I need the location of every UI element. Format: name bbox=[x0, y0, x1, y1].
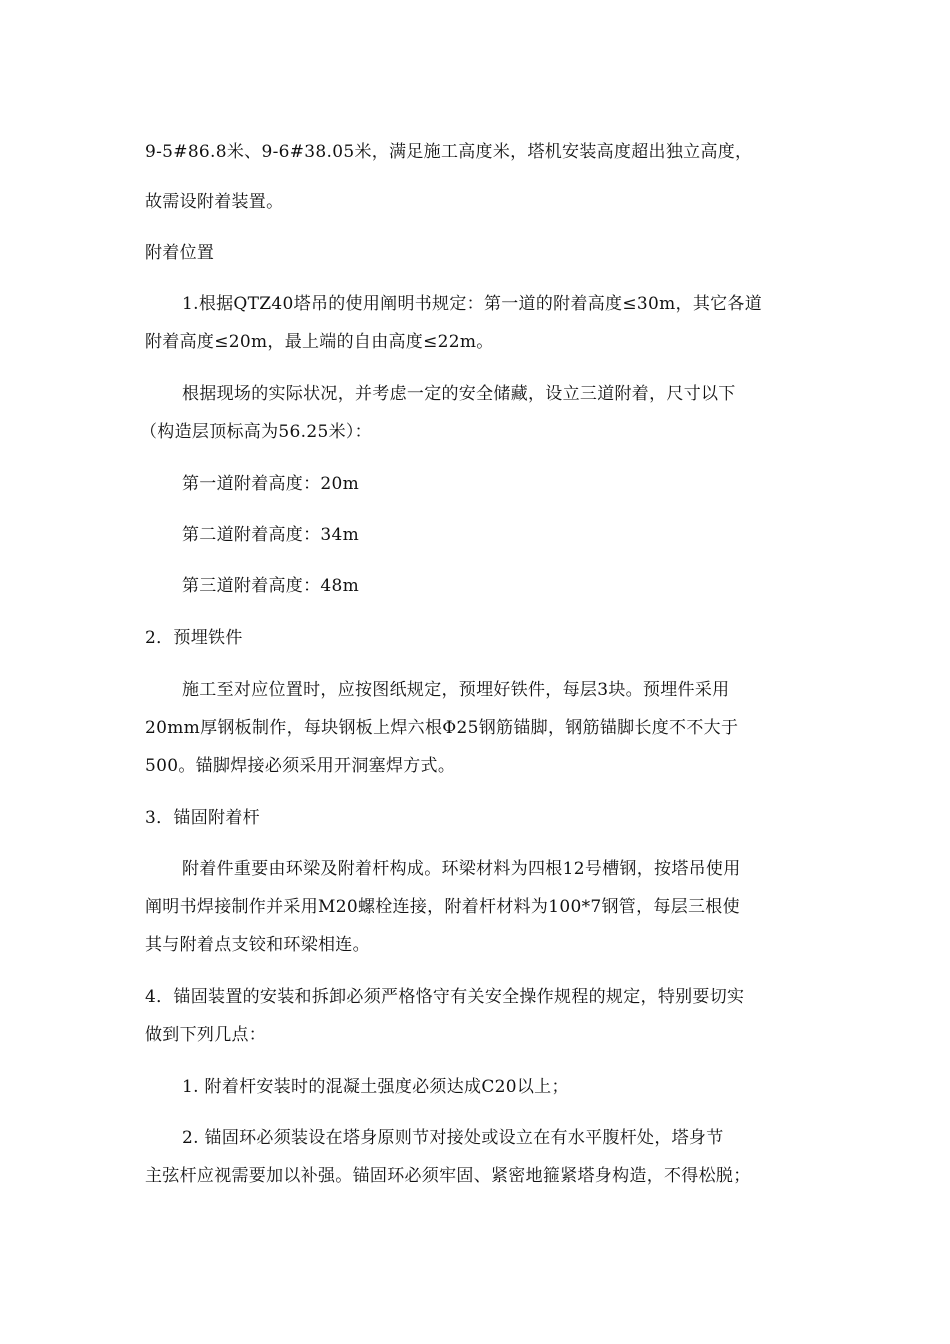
paragraph-line: 做到下列几点： bbox=[145, 1025, 267, 1045]
paragraph-line: 其与附着点支铰和环梁相连。 bbox=[145, 935, 370, 955]
paragraph-line: 1.根据QTZ40塔吊的使用阐明书规定：第一道的附着高度≤30m，其它各道 bbox=[182, 294, 763, 314]
list-item: 第一道附着高度：20m bbox=[182, 474, 360, 494]
paragraph-line: 施工至对应位置时，应按图纸规定，预埋好铁件，每层3块。预埋件采用 bbox=[182, 680, 730, 700]
list-item: 1. 附着杆安装时的混凝土强度必须达成C20以上； bbox=[182, 1077, 569, 1097]
section-heading: 3．锚固附着杆 bbox=[145, 808, 260, 828]
section-heading: 附着位置 bbox=[145, 243, 215, 263]
paragraph-line: 附着高度≤20m，最上端的自由高度≤22m。 bbox=[145, 332, 494, 352]
list-item: 第三道附着高度：48m bbox=[182, 576, 360, 596]
paragraph-line: 20mm厚钢板制作，每块钢板上焊六根Φ25钢筋锚脚，钢筋锚脚长度不不大于 bbox=[145, 718, 739, 738]
list-item: 第二道附着高度：34m bbox=[182, 525, 360, 545]
paragraph-line: 9-5#86.8米、9-6#38.05米，满足施工高度米，塔机安装高度超出独立高度， bbox=[145, 142, 753, 162]
paragraph-line: 主弦杆应视需要加以补强。锚固环必须牢固、紧密地箍紧塔身构造，不得松脱； bbox=[145, 1166, 751, 1186]
paragraph-line: 根据现场的实际状况，并考虑一定的安全储藏，设立三道附着，尺寸以下 bbox=[182, 384, 736, 404]
paragraph-line: （构造层顶标高为56.25米）： bbox=[140, 422, 372, 442]
section-heading: 4．锚固装置的安装和拆卸必须严格恪守有关安全操作规程的规定，特别要切实 bbox=[145, 987, 745, 1007]
section-heading: 2．预埋铁件 bbox=[145, 628, 243, 648]
paragraph-line: 阐明书焊接制作并采用M20螺栓连接，附着杆材料为100*7钢管，每层三根使 bbox=[145, 897, 740, 917]
paragraph-line: 500。锚脚焊接必须采用开洞塞焊方式。 bbox=[145, 756, 456, 776]
paragraph-line: 故需设附着装置。 bbox=[145, 192, 284, 212]
list-item: 2. 锚固环必须装设在塔身原则节对接处或设立在有水平腹杆处，塔身节 bbox=[182, 1128, 724, 1148]
paragraph-line: 附着件重要由环梁及附着杆构成。环梁材料为四根12号槽钢，按塔吊使用 bbox=[182, 859, 741, 879]
